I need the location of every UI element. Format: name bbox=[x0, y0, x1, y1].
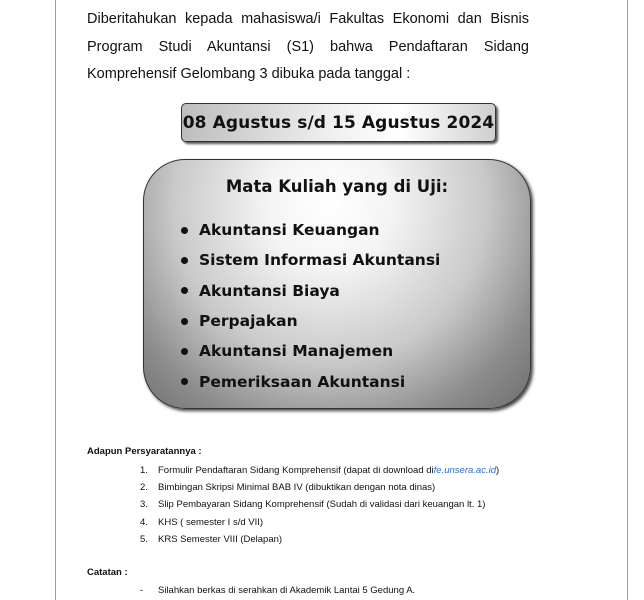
requirement-text: KHS ( semester I s/d VII) bbox=[158, 516, 264, 528]
requirement-number: 5. bbox=[140, 533, 148, 545]
subject-label: Perpajakan bbox=[199, 312, 298, 331]
subject-item bbox=[181, 276, 440, 306]
subject-label: Pemeriksaan Akuntansi bbox=[199, 372, 406, 391]
requirement-suffix: ) bbox=[496, 465, 500, 477]
page-border-right bbox=[627, 0, 628, 600]
bullet-icon bbox=[181, 378, 188, 385]
registration-date-range: 08 Agustus s/d 15 Agustus 2024 bbox=[182, 112, 495, 133]
subject-label: Akuntansi Keuangan bbox=[199, 221, 380, 240]
subject-item bbox=[181, 215, 440, 245]
subject-item bbox=[181, 336, 440, 366]
requirement-item bbox=[140, 531, 499, 548]
requirement-item bbox=[140, 462, 499, 479]
notes-list bbox=[140, 582, 415, 598]
requirement-number: 1. bbox=[140, 465, 148, 477]
tested-subjects-title: Mata Kuliah yang di Uji: bbox=[225, 177, 449, 196]
bullet-icon bbox=[181, 318, 188, 325]
subject-item bbox=[181, 366, 440, 396]
notes-title: Catatan : bbox=[87, 567, 128, 578]
page-border-left bbox=[55, 0, 56, 600]
bullet-icon bbox=[181, 348, 188, 355]
requirement-number: 3. bbox=[140, 499, 148, 511]
subject-label: Akuntansi Manajemen bbox=[199, 342, 394, 361]
download-link[interactable]: fe.unsera.ac.id bbox=[433, 465, 496, 477]
requirement-text: Slip Pembayaran Sidang Komprehensif (Sudah di validasi dari keuangan lt. 1) bbox=[158, 499, 486, 511]
subject-item bbox=[181, 245, 440, 275]
subject-label: Akuntansi Biaya bbox=[199, 281, 340, 300]
requirements-list bbox=[140, 462, 499, 548]
note-item bbox=[140, 582, 415, 598]
requirements-title: Adapun Persyaratannya : bbox=[87, 446, 202, 457]
intro-paragraph: Diberitahukan kepada mahasiswa/i Fakultas Ekonomi dan Bisnis Program Studi Akuntansi (S1) bahwa Pendaftaran Sidang Komprehensif Gelombang 3 dibuka pada tanggal : bbox=[87, 11, 529, 82]
requirement-number: 4. bbox=[140, 516, 148, 528]
subject-item bbox=[181, 306, 440, 336]
requirement-number: 2. bbox=[140, 482, 148, 494]
requirement-item bbox=[140, 496, 499, 513]
bullet-icon bbox=[181, 227, 188, 234]
requirement-item bbox=[140, 514, 499, 531]
note-marker: - bbox=[140, 584, 144, 596]
tested-subjects-list bbox=[181, 215, 440, 397]
bullet-icon bbox=[181, 287, 188, 294]
note-text: Silahkan berkas di serahkan di Akademik Lantai 5 Gedung A. bbox=[158, 584, 416, 596]
requirement-text: Formulir Pendaftaran Sidang Komprehensif (dapat di download di bbox=[158, 465, 434, 477]
tested-subjects-box bbox=[143, 159, 531, 409]
requirement-text: Bimbingan Skripsi Minimal BAB IV (dibuktikan dengan nota dinas) bbox=[158, 482, 436, 494]
requirement-item bbox=[140, 479, 499, 496]
registration-date-box bbox=[181, 103, 496, 142]
requirement-text: KRS Semester VIII (Delapan) bbox=[158, 533, 283, 545]
bullet-icon bbox=[181, 257, 188, 264]
subject-label: Sistem Informasi Akuntansi bbox=[199, 251, 441, 270]
